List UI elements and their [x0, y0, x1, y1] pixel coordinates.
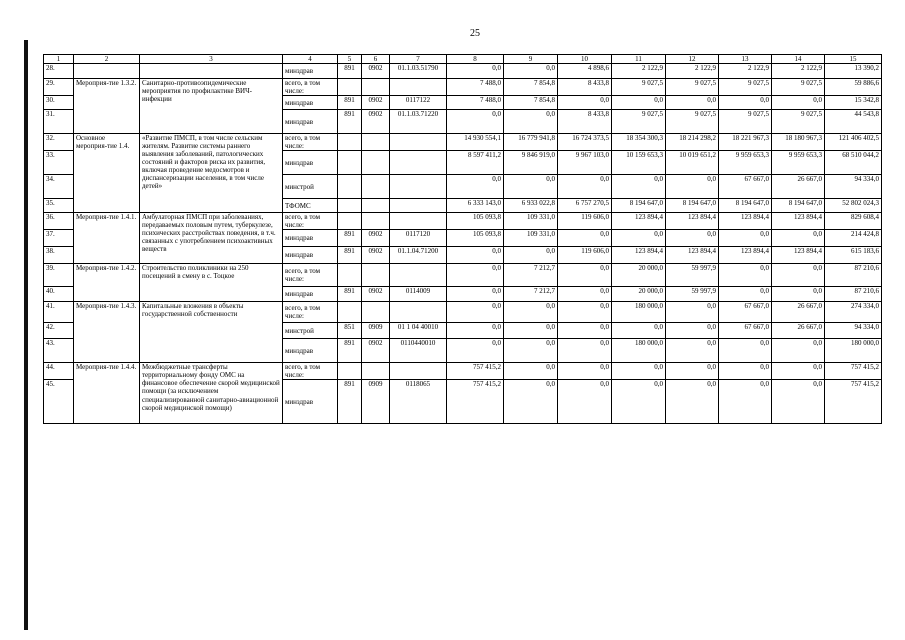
- amount-cell: 757 415,2: [825, 380, 882, 424]
- target-code-cell: 0118065: [390, 380, 447, 424]
- amount-cell: 123 894,4: [719, 213, 772, 230]
- admin-code-cell: [338, 79, 362, 96]
- amount-cell: 2 122,9: [666, 64, 719, 79]
- table-row: [44, 134, 882, 151]
- amount-cell: 105 093,8: [447, 230, 504, 247]
- section-code-cell: 0902: [362, 247, 390, 264]
- column-header: 14: [772, 55, 825, 64]
- row-number-cell: 28.: [44, 64, 74, 79]
- amount-cell: 87 210,6: [825, 287, 882, 302]
- amount-cell: 757 415,2: [825, 363, 882, 380]
- admin-code-cell: 891: [338, 110, 362, 134]
- amount-cell: 9 959 653,3: [772, 151, 825, 175]
- amount-cell: 9 027,5: [772, 110, 825, 134]
- funding-source-cell: всего, в том числе:: [283, 79, 338, 96]
- target-code-cell: [390, 264, 447, 287]
- amount-cell: 94 334,0: [825, 323, 882, 339]
- amount-cell: 0,0: [666, 339, 719, 363]
- amount-cell: 8 597 411,2: [447, 151, 504, 175]
- measure-description-cell: Межбюджетные трансферты территориальному фонду ОМС на финансовое обеспечение скорой медицинской помощи (за исключением специализированной санитарно-авиационной скорой медицинской помощи): [140, 363, 283, 424]
- amount-cell: 274 334,0: [825, 302, 882, 323]
- target-code-cell: [390, 213, 447, 230]
- amount-cell: 2 122,9: [719, 64, 772, 79]
- section-code-cell: 0909: [362, 380, 390, 424]
- amount-cell: 0,0: [447, 339, 504, 363]
- amount-cell: 18 221 967,3: [719, 134, 772, 151]
- section-code-cell: [362, 302, 390, 323]
- amount-cell: 0,0: [666, 175, 719, 199]
- amount-cell: 0,0: [772, 339, 825, 363]
- measure-description-cell: Строительство поликлиники на 250 посещений в смену в с. Тоцкое: [140, 264, 283, 302]
- column-header: 8: [447, 55, 504, 64]
- amount-cell: 20 000,0: [612, 287, 666, 302]
- amount-cell: 10 019 651,2: [666, 151, 719, 175]
- section-code-cell: 0902: [362, 230, 390, 247]
- funding-source-cell: минздрав: [283, 64, 338, 79]
- row-number-cell: 45.: [44, 380, 74, 424]
- measure-code-cell: Мероприя-тие 1.4.3.: [74, 302, 140, 363]
- target-code-cell: [390, 363, 447, 380]
- amount-cell: 0,0: [719, 380, 772, 424]
- amount-cell: 4 898,6: [558, 64, 612, 79]
- amount-cell: 0,0: [719, 230, 772, 247]
- amount-cell: 0,0: [666, 96, 719, 110]
- amount-cell: 0,0: [666, 380, 719, 424]
- admin-code-cell: [338, 363, 362, 380]
- section-code-cell: [362, 199, 390, 213]
- amount-cell: 757 415,2: [447, 380, 504, 424]
- admin-code-cell: 891: [338, 96, 362, 110]
- row-number-cell: 44.: [44, 363, 74, 380]
- amount-cell: 94 334,0: [825, 175, 882, 199]
- row-number-cell: 41.: [44, 302, 74, 323]
- admin-code-cell: [338, 151, 362, 175]
- admin-code-cell: [338, 134, 362, 151]
- amount-cell: 68 510 044,2: [825, 151, 882, 175]
- row-number-cell: 33.: [44, 151, 74, 175]
- amount-cell: 829 608,4: [825, 213, 882, 230]
- amount-cell: 0,0: [666, 323, 719, 339]
- amount-cell: 0,0: [612, 323, 666, 339]
- amount-cell: 10 159 653,3: [612, 151, 666, 175]
- amount-cell: 13 390,2: [825, 64, 882, 79]
- amount-cell: 615 183,6: [825, 247, 882, 264]
- amount-cell: 9 027,5: [666, 79, 719, 96]
- admin-code-cell: 891: [338, 287, 362, 302]
- target-code-cell: [390, 134, 447, 151]
- amount-cell: 0,0: [612, 380, 666, 424]
- admin-code-cell: 891: [338, 380, 362, 424]
- amount-cell: 0,0: [558, 380, 612, 424]
- target-code-cell: [390, 175, 447, 199]
- amount-cell: 9 967 103,0: [558, 151, 612, 175]
- section-code-cell: 0902: [362, 96, 390, 110]
- target-code-cell: [390, 302, 447, 323]
- row-number-cell: 34.: [44, 175, 74, 199]
- admin-code-cell: 891: [338, 339, 362, 363]
- measure-code-cell: Мероприя-тие 1.3.2.: [74, 79, 140, 134]
- admin-code-cell: 891: [338, 64, 362, 79]
- measure-code-cell: Мероприя-тие 1.4.1.: [74, 213, 140, 264]
- amount-cell: 0,0: [504, 110, 558, 134]
- amount-cell: 0,0: [504, 363, 558, 380]
- amount-cell: 0,0: [719, 96, 772, 110]
- section-code-cell: [362, 134, 390, 151]
- page-number: 25: [470, 28, 480, 39]
- section-code-cell: [362, 79, 390, 96]
- amount-cell: 123 894,4: [719, 247, 772, 264]
- amount-cell: 0,0: [558, 264, 612, 287]
- amount-cell: 0,0: [504, 175, 558, 199]
- target-code-cell: [390, 79, 447, 96]
- amount-cell: 109 331,0: [504, 213, 558, 230]
- amount-cell: 0,0: [504, 323, 558, 339]
- amount-cell: 14 930 554,1: [447, 134, 504, 151]
- amount-cell: 0,0: [558, 323, 612, 339]
- row-number-cell: 29.: [44, 79, 74, 96]
- admin-code-cell: [338, 199, 362, 213]
- amount-cell: 0,0: [558, 302, 612, 323]
- measure-description-cell: Санитарно-противоэпидемические мероприятия по профилактике ВИЧ-инфекции: [140, 79, 283, 134]
- funding-source-cell: всего, в том числе:: [283, 363, 338, 380]
- amount-cell: 7 212,7: [504, 287, 558, 302]
- amount-cell: 0,0: [612, 175, 666, 199]
- funding-source-cell: минздрав: [283, 110, 338, 134]
- column-header: 1: [44, 55, 74, 64]
- admin-code-cell: [338, 175, 362, 199]
- amount-cell: 0,0: [772, 287, 825, 302]
- column-header: 2: [74, 55, 140, 64]
- amount-cell: 0,0: [447, 287, 504, 302]
- row-number-cell: 35.: [44, 199, 74, 213]
- funding-source-cell: минстрой: [283, 175, 338, 199]
- table-row: [44, 264, 882, 287]
- column-header: 11: [612, 55, 666, 64]
- funding-source-cell: минздрав: [283, 151, 338, 175]
- target-code-cell: [390, 151, 447, 175]
- admin-code-cell: [338, 264, 362, 287]
- target-code-cell: 01.1.03.71220: [390, 110, 447, 134]
- amount-cell: 9 027,5: [772, 79, 825, 96]
- amount-cell: 0,0: [612, 230, 666, 247]
- amount-cell: 67 667,0: [719, 323, 772, 339]
- amount-cell: 9 027,5: [612, 110, 666, 134]
- amount-cell: 123 894,4: [772, 247, 825, 264]
- program-finance-table: [43, 54, 882, 424]
- measure-description-cell: Капитальные вложения в объекты государственной собственности: [140, 302, 283, 363]
- target-code-cell: 01.1.04.71200: [390, 247, 447, 264]
- amount-cell: 214 424,8: [825, 230, 882, 247]
- column-header: 6: [362, 55, 390, 64]
- section-code-cell: 0902: [362, 110, 390, 134]
- funding-source-cell: минздрав: [283, 96, 338, 110]
- admin-code-cell: 851: [338, 323, 362, 339]
- measure-code-cell: [74, 64, 140, 79]
- row-number-cell: 38.: [44, 247, 74, 264]
- amount-cell: 7 488,0: [447, 79, 504, 96]
- amount-cell: 0,0: [504, 247, 558, 264]
- column-header: 12: [666, 55, 719, 64]
- amount-cell: 123 894,4: [772, 213, 825, 230]
- amount-cell: 0,0: [558, 96, 612, 110]
- amount-cell: 123 894,4: [612, 247, 666, 264]
- funding-source-cell: всего, в том числе:: [283, 134, 338, 151]
- amount-cell: 6 333 143,0: [447, 199, 504, 213]
- admin-code-cell: 891: [338, 230, 362, 247]
- admin-code-cell: 891: [338, 247, 362, 264]
- amount-cell: 67 667,0: [719, 302, 772, 323]
- amount-cell: 0,0: [558, 287, 612, 302]
- amount-cell: 7 854,8: [504, 79, 558, 96]
- amount-cell: 52 802 024,3: [825, 199, 882, 213]
- amount-cell: 123 894,4: [612, 213, 666, 230]
- row-number-cell: 36.: [44, 213, 74, 230]
- amount-cell: 16 779 941,8: [504, 134, 558, 151]
- funding-source-cell: минстрой: [283, 323, 338, 339]
- amount-cell: 59 997,9: [666, 264, 719, 287]
- amount-cell: 9 027,5: [719, 79, 772, 96]
- amount-cell: 0,0: [612, 96, 666, 110]
- amount-cell: 0,0: [447, 64, 504, 79]
- funding-source-cell: минздрав: [283, 247, 338, 264]
- amount-cell: 26 667,0: [772, 323, 825, 339]
- amount-cell: 0,0: [504, 64, 558, 79]
- table-row: [44, 213, 882, 230]
- amount-cell: 26 667,0: [772, 302, 825, 323]
- row-number-cell: 32.: [44, 134, 74, 151]
- target-code-cell: 0114009: [390, 287, 447, 302]
- section-code-cell: [362, 151, 390, 175]
- amount-cell: 20 000,0: [612, 264, 666, 287]
- amount-cell: 0,0: [447, 302, 504, 323]
- amount-cell: 59 886,6: [825, 79, 882, 96]
- target-code-cell: 01 1 04 40010: [390, 323, 447, 339]
- amount-cell: 7 854,8: [504, 96, 558, 110]
- amount-cell: 0,0: [504, 302, 558, 323]
- amount-cell: 67 667,0: [719, 175, 772, 199]
- measure-code-cell: Основное мероприя-тие 1.4.: [74, 134, 140, 213]
- amount-cell: 8 194 647,0: [719, 199, 772, 213]
- row-number-cell: 37.: [44, 230, 74, 247]
- amount-cell: 0,0: [558, 175, 612, 199]
- amount-cell: 0,0: [772, 380, 825, 424]
- amount-cell: 44 543,8: [825, 110, 882, 134]
- amount-cell: 87 210,6: [825, 264, 882, 287]
- amount-cell: 8 194 647,0: [666, 199, 719, 213]
- amount-cell: 105 093,8: [447, 213, 504, 230]
- column-header: 13: [719, 55, 772, 64]
- amount-cell: 123 894,4: [666, 213, 719, 230]
- amount-cell: 121 406 402,5: [825, 134, 882, 151]
- funding-source-cell: минздрав: [283, 230, 338, 247]
- funding-source-cell: минздрав: [283, 287, 338, 302]
- row-number-cell: 40.: [44, 287, 74, 302]
- amount-cell: 7 488,0: [447, 96, 504, 110]
- target-code-cell: 01.1.03.51790: [390, 64, 447, 79]
- amount-cell: 0,0: [666, 363, 719, 380]
- target-code-cell: 0117122: [390, 96, 447, 110]
- amount-cell: 9 027,5: [612, 79, 666, 96]
- amount-cell: 8 194 647,0: [772, 199, 825, 213]
- amount-cell: 9 027,5: [719, 110, 772, 134]
- amount-cell: 0,0: [719, 363, 772, 380]
- measure-description-cell: Амбулаторная ПМСП при заболеваниях, передаваемых половым путем, туберкулезе, психических расстройствах поведения, в т.ч. связанных с употреблением психоактивных веществ: [140, 213, 283, 264]
- amount-cell: 8 433,8: [558, 110, 612, 134]
- amount-cell: 180 000,0: [612, 302, 666, 323]
- column-header: 3: [140, 55, 283, 64]
- funding-source-cell: ТФОМС: [283, 199, 338, 213]
- amount-cell: 109 331,0: [504, 230, 558, 247]
- section-code-cell: 0902: [362, 287, 390, 302]
- column-header: 9: [504, 55, 558, 64]
- amount-cell: 0,0: [504, 380, 558, 424]
- amount-cell: 0,0: [447, 264, 504, 287]
- amount-cell: 0,0: [772, 230, 825, 247]
- table-row: [44, 363, 882, 380]
- amount-cell: 0,0: [666, 230, 719, 247]
- section-code-cell: [362, 363, 390, 380]
- amount-cell: 59 997,9: [666, 287, 719, 302]
- amount-cell: 6 757 270,5: [558, 199, 612, 213]
- amount-cell: 8 433,8: [558, 79, 612, 96]
- amount-cell: 18 214 298,2: [666, 134, 719, 151]
- funding-source-cell: минздрав: [283, 339, 338, 363]
- amount-cell: 0,0: [558, 363, 612, 380]
- row-number-cell: 39.: [44, 264, 74, 287]
- header-row: [44, 55, 882, 64]
- amount-cell: 119 606,0: [558, 247, 612, 264]
- column-header: 7: [390, 55, 447, 64]
- amount-cell: 8 194 647,0: [612, 199, 666, 213]
- funding-source-cell: минздрав: [283, 380, 338, 424]
- amount-cell: 757 415,2: [447, 363, 504, 380]
- amount-cell: 0,0: [447, 110, 504, 134]
- measure-description-cell: «Развитие ПМСП, в том числе сельским жителям. Развитие системы раннего выявления заболеваний, патологических состояний и факторов риска их развития, включая проведение медосмотров и диспансеризации населения, в том числе детей»: [140, 134, 283, 213]
- amount-cell: 123 894,4: [666, 247, 719, 264]
- column-header: 10: [558, 55, 612, 64]
- measure-code-cell: Мероприя-тие 1.4.4.: [74, 363, 140, 424]
- row-number-cell: 30.: [44, 96, 74, 110]
- amount-cell: 26 667,0: [772, 175, 825, 199]
- admin-code-cell: [338, 213, 362, 230]
- amount-cell: 0,0: [447, 323, 504, 339]
- amount-cell: 180 000,0: [825, 339, 882, 363]
- amount-cell: 0,0: [504, 339, 558, 363]
- amount-cell: 16 724 373,5: [558, 134, 612, 151]
- amount-cell: 0,0: [447, 175, 504, 199]
- funding-source-cell: всего, в том числе:: [283, 302, 338, 323]
- amount-cell: 0,0: [719, 287, 772, 302]
- target-code-cell: 0110440010: [390, 339, 447, 363]
- amount-cell: 119 606,0: [558, 213, 612, 230]
- amount-cell: 0,0: [772, 363, 825, 380]
- amount-cell: 9 027,5: [666, 110, 719, 134]
- amount-cell: 7 212,7: [504, 264, 558, 287]
- amount-cell: 2 122,9: [772, 64, 825, 79]
- row-number-cell: 43.: [44, 339, 74, 363]
- amount-cell: 2 122,9: [612, 64, 666, 79]
- section-code-cell: 0909: [362, 323, 390, 339]
- table-row: [44, 79, 882, 96]
- column-header: 4: [283, 55, 338, 64]
- funding-source-cell: всего, в том числе:: [283, 264, 338, 287]
- target-code-cell: [390, 199, 447, 213]
- amount-cell: 15 342,8: [825, 96, 882, 110]
- amount-cell: 0,0: [666, 302, 719, 323]
- section-code-cell: 0902: [362, 64, 390, 79]
- amount-cell: 0,0: [719, 264, 772, 287]
- amount-cell: 0,0: [447, 247, 504, 264]
- admin-code-cell: [338, 302, 362, 323]
- table-row: [44, 302, 882, 323]
- amount-cell: 0,0: [719, 339, 772, 363]
- section-code-cell: [362, 175, 390, 199]
- amount-cell: 18 180 967,3: [772, 134, 825, 151]
- row-number-cell: 31.: [44, 110, 74, 134]
- amount-cell: 0,0: [558, 339, 612, 363]
- amount-cell: 18 354 300,3: [612, 134, 666, 151]
- amount-cell: 0,0: [772, 96, 825, 110]
- section-code-cell: [362, 264, 390, 287]
- amount-cell: 6 933 022,8: [504, 199, 558, 213]
- amount-cell: 0,0: [612, 363, 666, 380]
- section-code-cell: 0902: [362, 339, 390, 363]
- amount-cell: 9 846 919,0: [504, 151, 558, 175]
- scan-edge-bar: [24, 40, 28, 630]
- measure-description-cell: [140, 64, 283, 79]
- amount-cell: 9 959 653,3: [719, 151, 772, 175]
- section-code-cell: [362, 213, 390, 230]
- amount-cell: 0,0: [558, 230, 612, 247]
- row-number-cell: 42.: [44, 323, 74, 339]
- table-row: [44, 64, 882, 79]
- funding-source-cell: всего, в том числе:: [283, 213, 338, 230]
- measure-code-cell: Мероприя-тие 1.4.2.: [74, 264, 140, 302]
- target-code-cell: 0117120: [390, 230, 447, 247]
- amount-cell: 0,0: [772, 264, 825, 287]
- amount-cell: 180 000,0: [612, 339, 666, 363]
- column-header: 15: [825, 55, 882, 64]
- column-header: 5: [338, 55, 362, 64]
